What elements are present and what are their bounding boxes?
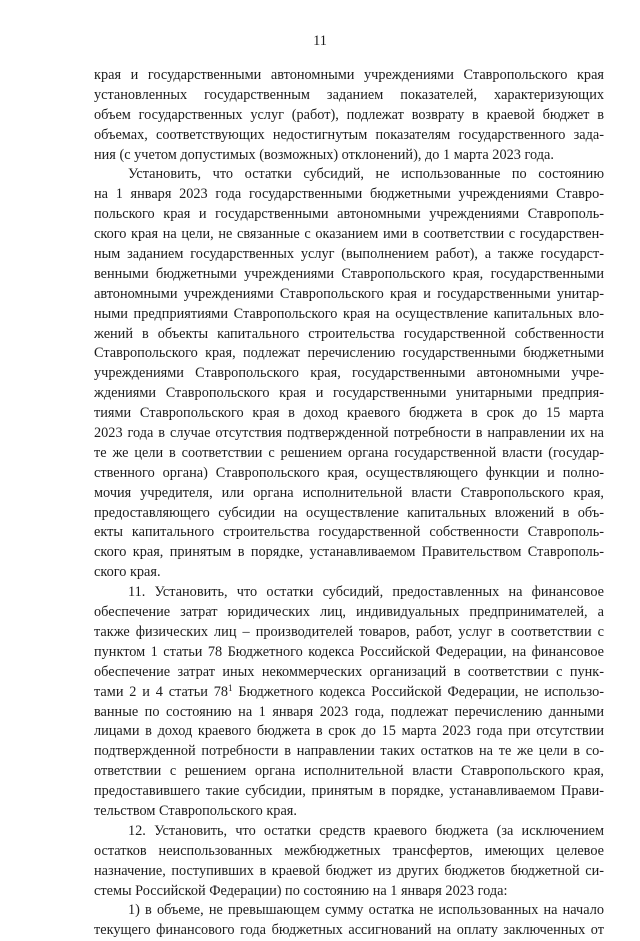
text-line: тельством Ставропольского края. [94, 802, 297, 819]
text-line: на 1 января 2023 года государственными бюджетными учреждениями Ставро- [94, 186, 604, 203]
text-line: 11. Установить, что остатки субсидий, предоставленных на финансовое [128, 584, 604, 601]
text-line: предоставившего такие субсидии, принятым в порядке, устанавливаемом Прави- [94, 783, 604, 800]
text-line: венными бюджетными учреждениями Ставропольского края, государственными [94, 265, 604, 282]
text-line: установленных государственным заданием показателей, характеризующих [94, 86, 604, 103]
text-line: текущего финансового года бюджетных ассигнований на оплату заключенных от [94, 922, 604, 939]
page-number: 11 [313, 33, 327, 49]
text-line: мочия учредителя, или органа исполнительной власти Ставропольского края, [94, 484, 604, 501]
text-line: те же цели в соответствии с решением органа государственной власти (государ- [94, 444, 604, 461]
text-line: края и государственными автономными учреждениями Ставропольского края [94, 67, 604, 83]
text-line: екты капитального строительства государственной собственности Ставрополь- [94, 524, 604, 541]
text-line: тиями Ставропольского края в доход краевого бюджета в срок до 15 марта [94, 405, 604, 422]
text-line: ского края. [94, 564, 161, 581]
document-body [94, 66, 604, 941]
text-line: подтвержденной потребности в направлении таких остатков на те же цели в со- [94, 743, 604, 760]
text-line: стемы Российской Федерации) по состоянию на 1 января 2023 года: [94, 882, 508, 899]
text-line: 1) в объеме, не превышающем сумму остатка не использованных на начало [128, 902, 604, 919]
text-line: ным заданием государственных услуг (выполнением работ), а также государст- [94, 246, 604, 263]
text-line: автономными учреждениями Ставропольского края и государственными унитар- [94, 285, 604, 302]
text-line: тами 2 и 4 статьи $78^1$ Бюджетного кодекса Российской Федерации, не использо- [94, 682, 604, 700]
text-line: назначение, поступивших в краевой бюджет из других бюджетов бюджетной си- [94, 862, 604, 879]
text-line: ния (с учетом допустимых (возможных) отклонений), до 1 марта 2023 года. [94, 146, 554, 163]
text-line: пунктом 1 статьи 78 Бюджетного кодекса Российской Федерации, на финансовое [94, 643, 604, 660]
text-line: обеспечение затрат юридических лиц, индивидуальных предпринимателей, а [94, 604, 604, 621]
text-line: ждениями Ставропольского края и государственными унитарными предприя- [94, 385, 604, 402]
text-line: ответствии с решением органа исполнительной власти Ставропольского края, [94, 763, 604, 780]
text-line: также физических лиц – производителей товаров, работ, услуг в соответствии с [94, 623, 604, 640]
text-line: ванные по состоянию на 1 января 2023 года, подлежат перечислению данными [94, 703, 604, 720]
text-line: польского края и государственными автономными учреждениями Ставрополь- [94, 206, 604, 223]
text-line: Установить, что остатки субсидий, не использованные по состоянию [128, 166, 604, 183]
text-line: остатков неиспользованных межбюджетных трансфертов, имеющих целевое [94, 842, 604, 859]
text-line: объемах, соответствующих недостигнутым показателям государственного зада- [94, 126, 604, 143]
text-line: учреждениями Ставропольского края, государственными автономными учре- [94, 365, 604, 382]
paragraph [94, 822, 604, 902]
text-line: ского края на цели, не связанные с оказанием ими в соответствии с государствен- [94, 226, 604, 243]
text-line: объем государственных услуг (работ), подлежат возврату в краевой бюджет в [94, 106, 604, 123]
paragraph [94, 165, 604, 583]
text-line: лицами в доход краевого бюджета в срок до 15 марта 2023 года при отсутствии [94, 723, 604, 740]
text-line: обеспечение затрат иных некоммерческих организаций в соответствии с пунк- [94, 663, 604, 680]
text-line: ского края, принятым в порядке, устанавливаемом Правительством Ставрополь- [94, 544, 604, 561]
text-line: ными предприятиями Ставропольского края на осуществление капитальных вло- [94, 305, 604, 322]
text-line: жений в объекты капитального строительства государственной собственности [94, 325, 604, 342]
text-line: 12. Установить, что остатки средств краевого бюджета (за исключением [128, 822, 604, 839]
text-line: 2023 года в случае отсутствия подтвержденной потребности в направлении их на [94, 425, 604, 442]
paragraph [94, 583, 604, 822]
paragraph [94, 66, 604, 165]
text-line: Ставропольского края, подлежат перечислению государственными бюджетными [94, 345, 604, 362]
text-line: ственного органа) Ставропольского края, осуществляющего функции и полно- [94, 464, 604, 481]
paragraph [94, 901, 604, 941]
text-line: предоставляющего субсидии на осуществление капитальных вложений в объ- [94, 504, 604, 521]
